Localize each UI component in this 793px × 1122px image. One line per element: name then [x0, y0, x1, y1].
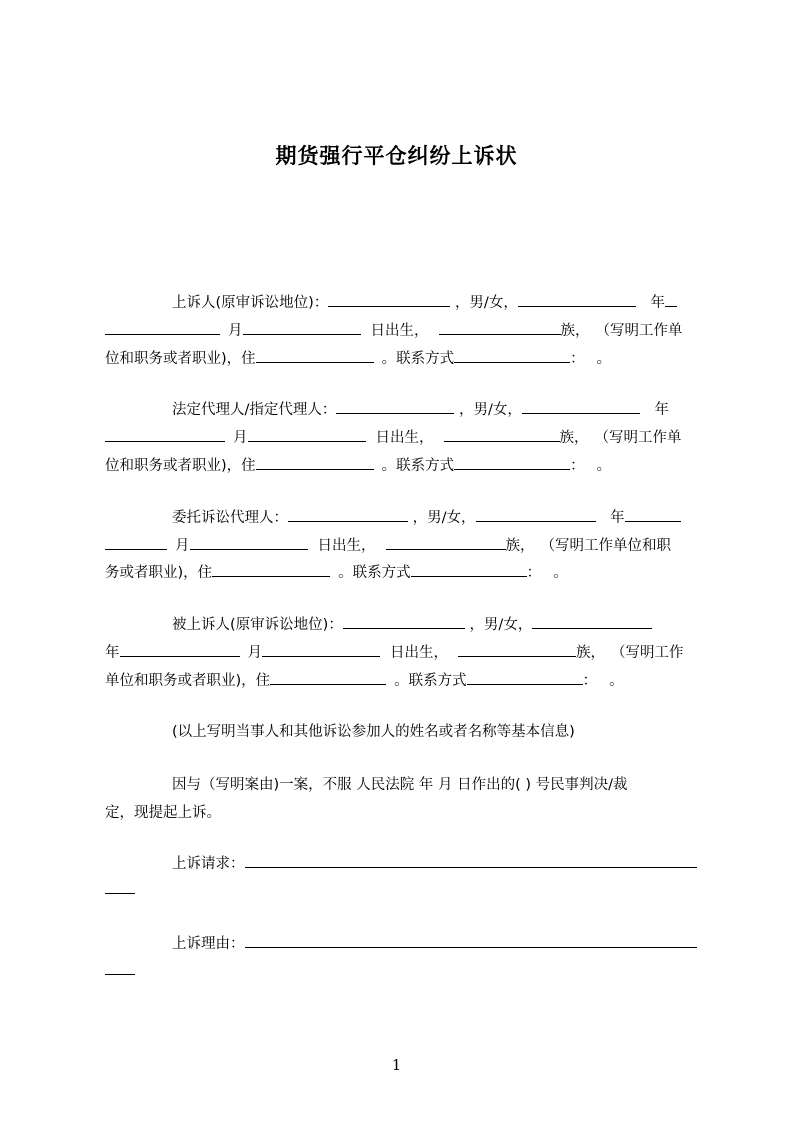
agent-line-3: 务或者职业)，住 。联系方式 ： 。: [105, 561, 568, 582]
reason-blank[interactable]: [245, 933, 697, 948]
legal-rep-label: 法定代理人/指定代理人：: [172, 402, 337, 418]
request-line-2: [105, 879, 135, 898]
appellee-line-3: 单位和职务或者职业)，住 。联系方式 ： 。: [105, 669, 624, 690]
legal-rep-line-1: 法定代理人/指定代理人： ，男/女， 年: [172, 398, 669, 419]
request-label: 上诉请求：: [172, 856, 245, 872]
reason-label: 上诉理由：: [172, 936, 245, 952]
appellant-name-blank[interactable]: [328, 292, 450, 307]
cause-line-1: 因与（写明案由)一案，不服 人民法院 年 月 日作出的( ) 号民事判决/裁: [172, 777, 628, 793]
request-line-1: [172, 852, 697, 873]
appellant-line-2: 月 日出生， 族， （写明工作单: [105, 319, 683, 340]
agent-line-2: 月 日出生， 族， （写明工作单位和职: [105, 534, 671, 555]
legal-rep-line-3: 位和职务或者职业)，住 。联系方式 ： 。: [105, 454, 611, 475]
reason-line-1: [172, 932, 697, 953]
appellant-birth-blank[interactable]: [518, 292, 636, 307]
agent-line-1: 委托诉讼代理人： ，男/女， 年: [172, 506, 681, 527]
cause-line-2: 定，现提起上诉。: [105, 805, 221, 821]
legal-rep-line-2: 月 日出生， 族， （写明工作单: [105, 426, 682, 447]
request-blank[interactable]: [245, 853, 697, 868]
agent-label: 委托诉讼代理人：: [172, 510, 288, 526]
appellee-label: 被上诉人(原审诉讼地位)：: [172, 617, 343, 633]
document-title: 期货强行平仓纠纷上诉状: [275, 144, 518, 168]
parties-note: (以上写明当事人和其他诉讼参加人的姓名或者名称等基本信息): [172, 724, 575, 740]
appellant-label: 上诉人(原审诉讼地位)：: [172, 295, 329, 311]
appellee-line-1: 被上诉人(原审诉讼地位)： ，男/女，: [172, 613, 652, 634]
appellant-line-3: 位和职务或者职业)，住 。联系方式 ： 。: [105, 347, 611, 368]
appellee-line-2: 年 月 日出生， 族， （写明工作: [105, 641, 684, 662]
reason-line-2: [105, 960, 135, 979]
appellant-line-1: 上诉人(原审诉讼地位)： ，男/女， 年: [172, 291, 677, 312]
page-number: 1: [391, 1056, 402, 1074]
